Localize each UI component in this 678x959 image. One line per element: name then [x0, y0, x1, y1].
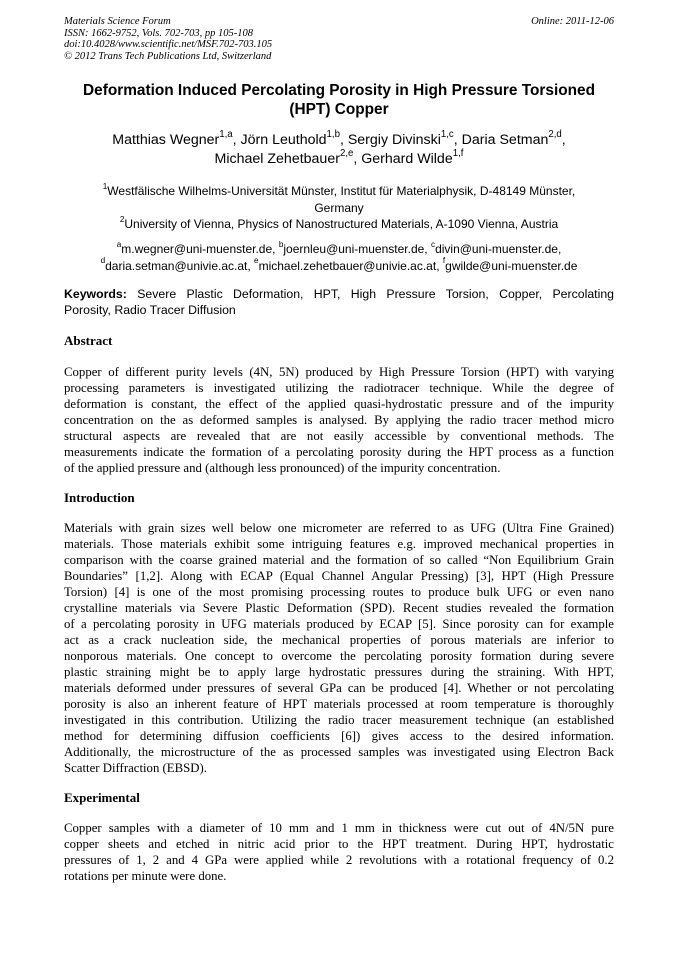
text-line: pressures of 1, 2 and 4 GPa were applied while 2 revolutions with a rotational frequency of 0.2 — [64, 853, 614, 867]
paper-title — [64, 81, 614, 119]
email-link[interactable]: michael.zehetbauer@univie.ac.at, — [258, 258, 443, 273]
abstract-body — [64, 364, 614, 476]
keywords-label: Keywords: — [64, 287, 127, 301]
email-link[interactable]: gwilde@uni-muenster.de — [445, 258, 578, 273]
email-link[interactable]: joernleu@uni-muenster.de, — [283, 242, 431, 256]
doi-line: doi:10.4028/www.scientific.net/MSF.702-703.105 — [64, 39, 273, 50]
text-line: concentration on the as deformed samples is analysed. By applying the radio tracer method micro — [64, 413, 614, 427]
author-emails — [64, 241, 614, 274]
journal-header — [64, 16, 272, 62]
title-line-1: Deformation Induced Percolating Porosity in High Pressure Torsioned — [83, 82, 595, 99]
keywords-line-2: Porosity, Radio Tracer Diffusion — [64, 302, 236, 317]
affiliation-1: $^1$Westfälische Wilhelms-Universität Münster, Institut für Materialphysik, D-48149 Münster, — [102, 181, 576, 198]
title-line-2: (HPT) Copper — [289, 101, 389, 118]
text-line: processing parameters is investigated utilizing the radiotracer technique. While the degree of — [64, 381, 614, 395]
text-line: plastic straining might be to apply large hydrostatic pressures during the straining. With HPT, — [64, 665, 614, 679]
text-line: deformation is constant, the effect of the applied quasi-hydrostatic pressure and of the impurity — [64, 397, 614, 411]
introduction-heading: Introduction — [64, 490, 135, 505]
text-line: Materials with grain sizes well below one micrometer are referred to as UFG (Ultra Fine Grained) — [64, 521, 614, 535]
text-line: copper sheets and etched in nitric acid prior to the HPT treatment. During HPT, hydrostatic — [64, 837, 614, 851]
email-link[interactable]: divin@uni-muenster.de, — [435, 242, 562, 256]
keywords-line-1: Keywords: Severe Plastic Deformation, HPT, High Pressure Torsion, Copper, Percolating — [64, 287, 614, 301]
affiliations — [64, 183, 614, 233]
text-line: method for determining diffusion coefficients [6]) gives access to the desired information. — [64, 729, 614, 743]
abstract-heading: Abstract — [64, 333, 113, 348]
text-line: crystalline materials via Severe Plastic Deformation (SPD). Recent studies revealed the formation — [64, 601, 614, 615]
text-line: of the applied pressure and (although less pronounced) of the impurity concentration. — [64, 461, 501, 475]
email-link[interactable]: m.wegner@uni-muenster.de, — [121, 242, 279, 256]
author-line-1: Matthias Wegner$^{1,a}$, Jörn Leuthold$^{1,b}$, Sergiy Divinski$^{1,c}$, Daria Setman$^{2,d}$, — [112, 128, 566, 148]
author-name: Michael Zehetbauer — [214, 151, 340, 167]
text-line: Scatter Diffraction (EBSD). — [64, 761, 207, 775]
text-line: porosity is also an inherent feature of HPT materials processed at room temperature is thoroughly — [64, 697, 614, 711]
experimental-body — [64, 820, 614, 884]
author-name: Jörn Leuthold — [240, 132, 327, 148]
text-line: Boundaries” [1,2]. Along with ECAP (Equal Channel Angular Pressing) [3], HPT (High Pressure — [64, 569, 614, 583]
author-affil-sup: 2,e — [339, 147, 354, 159]
author-affil-sup: 1,f — [452, 147, 464, 159]
text-line: Torsion) [4] is one of the most promising processing routes to produce bulk UFG or even nano — [64, 585, 614, 599]
keywords — [64, 287, 614, 318]
text-line: investigated in this contribution. Utilizing the radio tracer measurement technique (an established — [64, 713, 614, 727]
issn-line: ISSN: 1662-9752, Vols. 702-703, pp 105-108 — [64, 27, 253, 39]
text-line: structural aspects are revealed that are not easily accessible by conventional methods. The — [64, 429, 614, 443]
text-line: Additionally, the microstructure of the as processed samples was investigated using Electron Back — [64, 745, 614, 759]
author-name: Matthias Wegner — [112, 132, 220, 148]
author-line-2: Michael Zehetbauer$^{2,e}$, Gerhard Wilde$^{1,f}$ — [214, 147, 464, 167]
online-date: Online: 2011-12-06 — [531, 16, 614, 27]
author-name: Daria Setman — [461, 132, 549, 148]
author-name: Gerhard Wilde — [361, 151, 453, 167]
author-affil-sup: 2,d — [548, 128, 562, 140]
affiliation-1-cont: Germany — [314, 200, 364, 215]
author-affil-sup: 1,a — [219, 128, 233, 140]
email-line-2: $^d$daria.setman@univie.ac.at, $^e$michael.zehetbauer@univie.ac.at, $^f$gwilde@uni-muenster.de — [100, 256, 578, 273]
text-line: comparison with the coarse grained material and the formation of so called “Non Equilibrium Grain — [64, 553, 614, 567]
text-line: materials. Those materials exhibit some intriguing features e.g. improved mechanical properties in — [64, 537, 614, 551]
author-list — [64, 128, 614, 169]
text-line: rotations per minute were done. — [64, 869, 227, 883]
text-line: nonporous materials. One concept to overcome the percolating porosity formation during severe — [64, 649, 614, 663]
text-line: of a percolating porosity in UFG materials produced by ECAP [5]. Since porosity can for example — [64, 617, 614, 631]
introduction-body — [64, 520, 614, 776]
text-line: measurements indicate the formation of a percolating porosity during the HPT process as a function — [64, 445, 614, 459]
author-affil-sup: 1,c — [440, 128, 454, 140]
email-line-1: $^a$m.wegner@uni-muenster.de, $^b$joernleu@uni-muenster.de, $^c$divin@uni-muenster.de, — [116, 239, 562, 256]
text-line: materials deformed under pressures of several GPa can be produced [4]. Whether or not percolating — [64, 681, 614, 695]
text-line: act as a crack nucleation side, the mechanical properties of porous materials are inferior to — [64, 633, 614, 647]
author-name: Sergiy Divinski — [347, 132, 441, 148]
text-line: Copper of different purity levels (4N, 5N) produced by High Pressure Torsion (HPT) with varying — [64, 365, 614, 379]
experimental-heading: Experimental — [64, 790, 140, 805]
author-affil-sup: 1,b — [326, 128, 340, 140]
journal-name: Materials Science Forum — [64, 16, 171, 27]
text-line: Copper samples with a diameter of 10 mm and 1 mm in thickness were cut out of 4N/5N pure — [64, 821, 614, 835]
copyright-line: © 2012 Trans Tech Publications Ltd, Switzerland — [64, 50, 272, 62]
affiliation-2: $^2$University of Vienna, Physics of Nanostructured Materials, A-1090 Vienna, Austria — [119, 214, 559, 231]
email-link[interactable]: daria.setman@univie.ac.at, — [105, 258, 255, 273]
